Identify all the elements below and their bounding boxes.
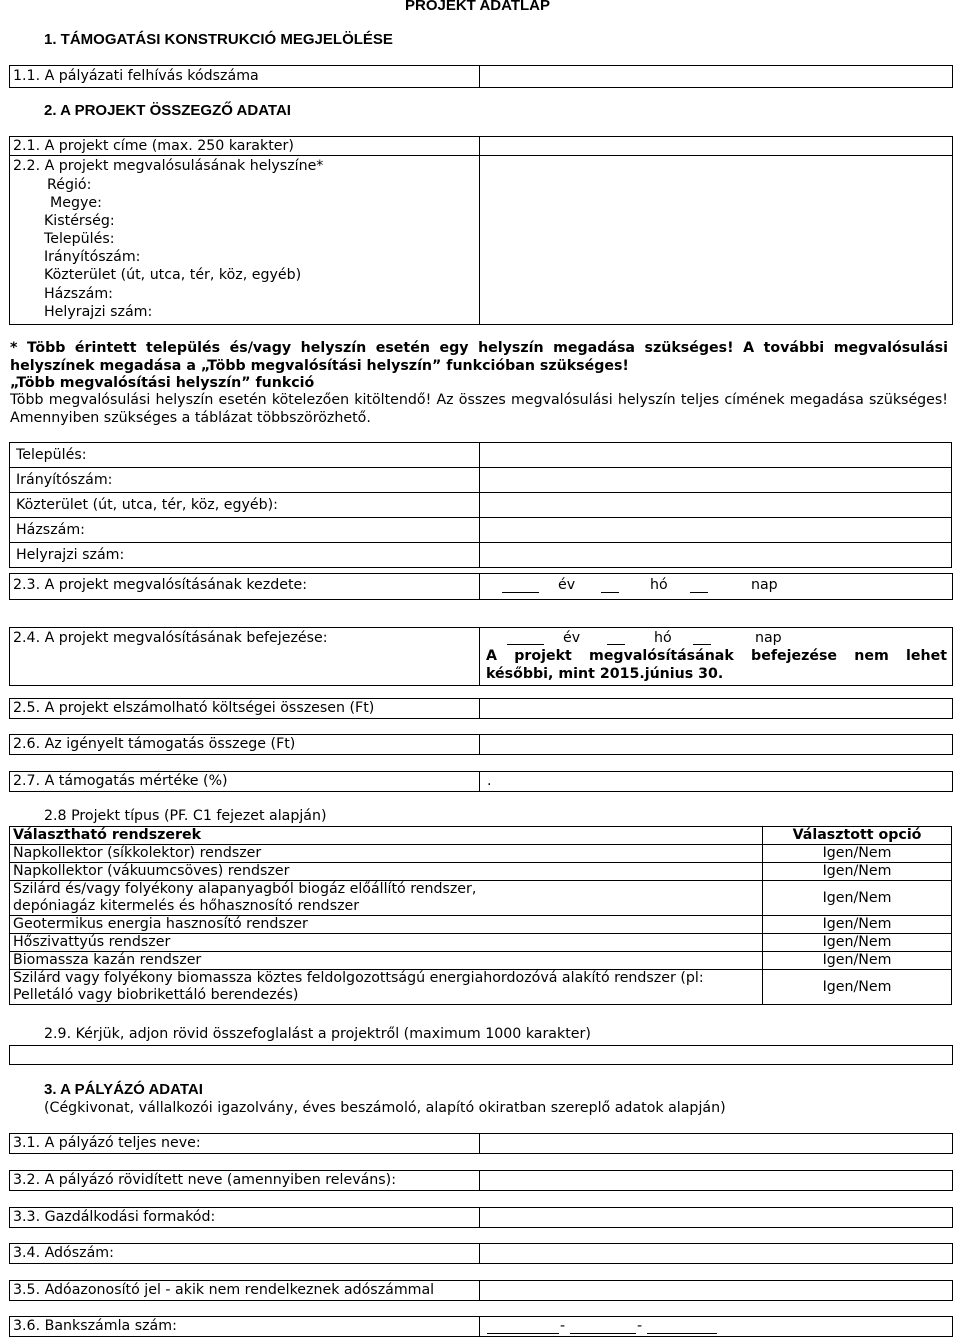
system-option[interactable]: Igen/Nem: [763, 863, 952, 881]
table-row: [10, 952, 952, 970]
end-date-label: 2.4. A projekt megvalósításának befejezése:: [13, 630, 328, 646]
end-day-input[interactable]: [693, 630, 711, 645]
system-option[interactable]: Igen/Nem: [763, 845, 952, 863]
start-month-input[interactable]: [601, 578, 619, 593]
project-title-label: 2.1. A projekt címe (max. 250 karakter): [13, 138, 294, 154]
location-settlement-label: Település:: [44, 231, 115, 247]
tax-id-label: 3.5. Adóazonosító jel - akik nem rendelkeznek adószámmal: [13, 1282, 435, 1298]
extra-location-input[interactable]: [480, 493, 952, 518]
end-date-note: A projekt megvalósításának befejezése nem lehet későbbi, mint 2015.június 30.: [486, 648, 947, 682]
col-option-header: Választott opció: [763, 827, 952, 845]
system-option[interactable]: Igen/Nem: [763, 916, 952, 934]
location-parcel-number-label: Helyrajzi szám:: [44, 304, 153, 320]
section-1-heading: 1. TÁMOGATÁSI KONSTRUKCIÓ MEGJELÖLÉSE: [44, 31, 393, 48]
summary-label: 2.9. Kérjük, adjon rövid összefoglalást a projektről (maximum 1000 karakter): [44, 1026, 591, 1042]
start-month-unit: hó: [650, 577, 668, 593]
table-row: [10, 543, 952, 568]
system-name: Szilárd és/vagy folyékony alapanyagból biogáz előállító rendszer, depóniagáz kitermelés és hőhasznosító rendszer: [10, 881, 763, 916]
table-row: [10, 493, 952, 518]
tax-number-input[interactable]: [480, 1244, 950, 1261]
system-name: Napkollektor (vákuumcsöves) rendszer: [10, 863, 763, 881]
end-year-unit: év: [563, 630, 581, 646]
project-type-label: 2.8 Projekt típus (PF. C1 fejezet alapján): [44, 808, 327, 824]
bank-account-part-1[interactable]: [487, 1319, 559, 1334]
extra-location-input[interactable]: [480, 443, 952, 468]
extra-location-table: [9, 442, 952, 568]
extra-location-input[interactable]: [480, 543, 952, 568]
location-input-area[interactable]: [480, 156, 950, 322]
end-month-input[interactable]: [607, 630, 625, 645]
location-house-number-label: Házszám:: [44, 286, 113, 302]
multi-location-function-title: „Több megvalósítási helyszín” funkció: [10, 375, 315, 391]
tax-number-label: 3.4. Adószám:: [13, 1245, 114, 1261]
system-name: Szilárd vagy folyékony biomassza köztes feldolgozottságú energiahordozóvá alakító rendszer (pl: Pelletáló vagy biobrikettáló berendezés): [10, 970, 763, 1005]
section-3-subheading: (Cégkivonat, vállalkozói igazolvány, éves beszámoló, alapító okiratban szereplő adatok alapján): [44, 1100, 726, 1116]
support-rate-value[interactable]: .: [487, 773, 492, 789]
extra-location-input[interactable]: [480, 468, 952, 493]
extra-location-label: Irányítószám:: [10, 468, 480, 493]
start-day-input[interactable]: [690, 578, 708, 593]
requested-support-input[interactable]: [480, 735, 950, 752]
system-name: Biomassza kazán rendszer: [10, 952, 763, 970]
location-note-bold: * Több érintett település és/vagy helyszín esetén egy helyszín megadása szükséges! A további megvalósulási helyszínek megadása a „Több megvalósítási helyszín” funkcióban szükséges!: [10, 340, 948, 374]
table-row: [10, 916, 952, 934]
table-header-row: [10, 827, 952, 845]
table-row: [10, 518, 952, 543]
eligible-cost-label: 2.5. A projekt elszámolható költségei összesen (Ft): [13, 700, 375, 716]
table-row: [10, 934, 952, 952]
start-year-unit: év: [558, 577, 576, 593]
table-row: [10, 845, 952, 863]
extra-location-label: Település:: [10, 443, 480, 468]
full-name-input[interactable]: [480, 1134, 950, 1151]
table-row: [10, 468, 952, 493]
start-year-input[interactable]: [502, 578, 539, 593]
support-rate-label: 2.7. A támogatás mértéke (%): [13, 773, 228, 789]
system-name: Geotermikus energia hasznosító rendszer: [10, 916, 763, 934]
location-county-label: Megye:: [50, 195, 102, 211]
section-3-heading: 3. A PÁLYÁZÓ ADATAI: [44, 1081, 203, 1098]
system-name: Napkollektor (síkkolektor) rendszer: [10, 845, 763, 863]
section-2-heading: 2. A PROJEKT ÖSSZEGZŐ ADATAI: [44, 102, 291, 119]
table-row: [10, 443, 952, 468]
start-day-unit: nap: [751, 577, 778, 593]
bank-account-part-2[interactable]: [570, 1319, 636, 1334]
extra-location-input[interactable]: [480, 518, 952, 543]
short-name-input[interactable]: [480, 1171, 950, 1188]
end-day-unit: nap: [755, 630, 782, 646]
extra-location-label: Közterület (út, utca, tér, köz, egyéb):: [10, 493, 480, 518]
short-name-label: 3.2. A pályázó rövidített neve (amennyiben releváns):: [13, 1172, 396, 1188]
end-year-input[interactable]: [507, 630, 544, 645]
project-title-input[interactable]: [480, 137, 950, 154]
project-type-table: [9, 826, 952, 1005]
multi-location-note: Több megvalósulási helyszín esetén kötelezően kitöltendő! Az összes megvalósulási helyszín teljes címének megadása szükséges! Amennyiben szükséges a táblázat többszörözhető.: [10, 392, 948, 426]
table-row: [10, 881, 952, 916]
summary-input[interactable]: [9, 1045, 953, 1065]
bank-separator-2: -: [637, 1318, 643, 1334]
system-option[interactable]: Igen/Nem: [763, 881, 952, 916]
page-title: PROJEKT ADATLAP: [405, 0, 551, 14]
call-code-label: 1.1. A pályázati felhívás kódszáma: [13, 68, 259, 84]
table-row: [10, 970, 952, 1005]
legal-form-label: 3.3. Gazdálkodási formakód:: [13, 1209, 216, 1225]
legal-form-input[interactable]: [480, 1208, 950, 1225]
location-region-label: Régió:: [47, 177, 92, 193]
extra-location-label: Házszám:: [10, 518, 480, 543]
full-name-label: 3.1. A pályázó teljes neve:: [13, 1135, 201, 1151]
end-month-unit: hó: [654, 630, 672, 646]
start-date-label: 2.3. A projekt megvalósításának kezdete:: [13, 577, 308, 593]
col-system-header: Választható rendszerek: [10, 827, 763, 845]
eligible-cost-input[interactable]: [480, 699, 950, 716]
bank-separator-1: -: [560, 1318, 566, 1334]
table-row: [10, 863, 952, 881]
location-label: 2.2. A projekt megvalósulásának helyszíne*: [13, 158, 324, 174]
bank-account-part-3[interactable]: [647, 1319, 717, 1334]
system-name: Hőszivattyús rendszer: [10, 934, 763, 952]
tax-id-input[interactable]: [480, 1281, 950, 1298]
location-street-label: Közterület (út, utca, tér, köz, egyéb): [44, 267, 302, 283]
system-option[interactable]: Igen/Nem: [763, 970, 952, 1005]
system-option[interactable]: Igen/Nem: [763, 952, 952, 970]
location-zip-label: Irányítószám:: [44, 249, 141, 265]
requested-support-label: 2.6. Az igényelt támogatás összege (Ft): [13, 736, 296, 752]
call-code-input[interactable]: [480, 66, 950, 85]
location-subregion-label: Kistérség:: [44, 213, 115, 229]
bank-account-label: 3.6. Bankszámla szám:: [13, 1318, 177, 1334]
extra-location-label: Helyrajzi szám:: [10, 543, 480, 568]
system-option[interactable]: Igen/Nem: [763, 934, 952, 952]
